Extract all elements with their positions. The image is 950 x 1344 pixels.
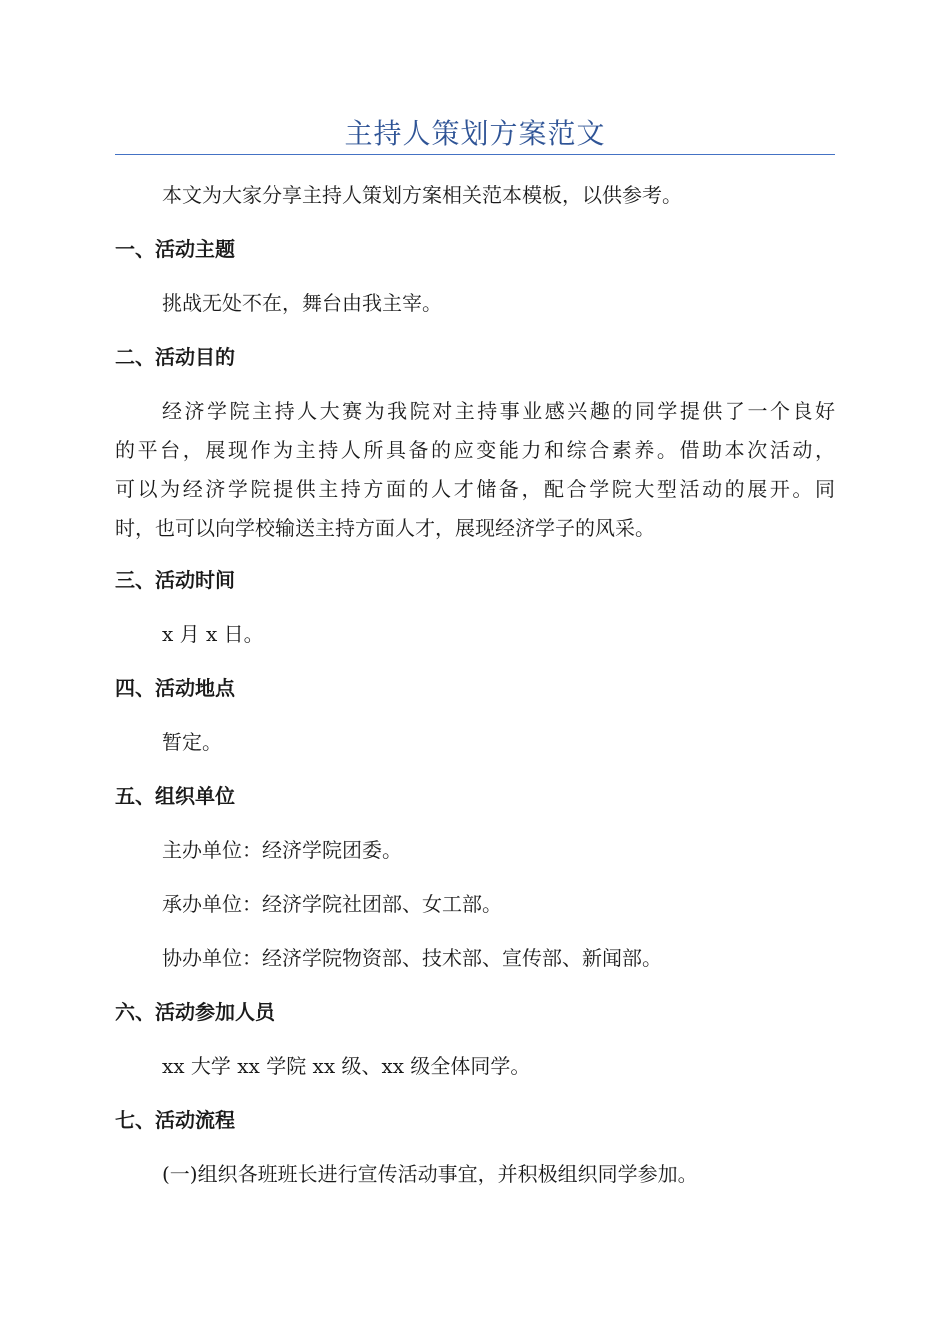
section-body-time: x 月 x 日。 — [162, 622, 264, 646]
section-heading-organizers: 五、组织单位 — [115, 784, 235, 808]
section-body-participants: xx 大学 xx 学院 xx 级、xx 级全体同学。 — [162, 1054, 531, 1078]
purpose-paragraph-line: 时，也可以向学校输送主持方面人才，展现经济学子的风采。 — [115, 516, 655, 540]
title-underline — [115, 154, 835, 155]
section-heading-purpose: 二、活动目的 — [115, 345, 235, 369]
purpose-paragraph-line: 的平台，展现作为主持人所具备的应变能力和综合素养。借助本次活动， — [115, 438, 835, 462]
purpose-paragraph-line: 可以为经济学院提供主持方面的人才储备，配合学院大型活动的展开。同 — [115, 477, 835, 501]
section-body-location: 暂定。 — [162, 730, 222, 754]
section-heading-location: 四、活动地点 — [115, 676, 235, 700]
section-heading-process: 七、活动流程 — [115, 1108, 235, 1132]
intro-paragraph: 本文为大家分享主持人策划方案相关范本模板，以供参考。 — [162, 183, 682, 207]
organizer-host: 主办单位：经济学院团委。 — [162, 838, 402, 862]
section-heading-theme: 一、活动主题 — [115, 237, 235, 261]
section-body-process: (一)组织各班班长进行宣传活动事宜，并积极组织同学参加。 — [162, 1162, 698, 1186]
purpose-paragraph-line: 经济学院主持人大赛为我院对主持事业感兴趣的同学提供了一个良好 — [162, 399, 835, 423]
organizer-undertaker: 承办单位：经济学院社团部、女工部。 — [162, 892, 502, 916]
document-title: 主持人策划方案范文 — [344, 117, 606, 150]
section-heading-time: 三、活动时间 — [115, 568, 235, 592]
organizer-co-host: 协办单位：经济学院物资部、技术部、宣传部、新闻部。 — [162, 946, 662, 970]
section-heading-participants: 六、活动参加人员 — [115, 1000, 275, 1024]
section-body-theme: 挑战无处不在，舞台由我主宰。 — [162, 291, 442, 315]
